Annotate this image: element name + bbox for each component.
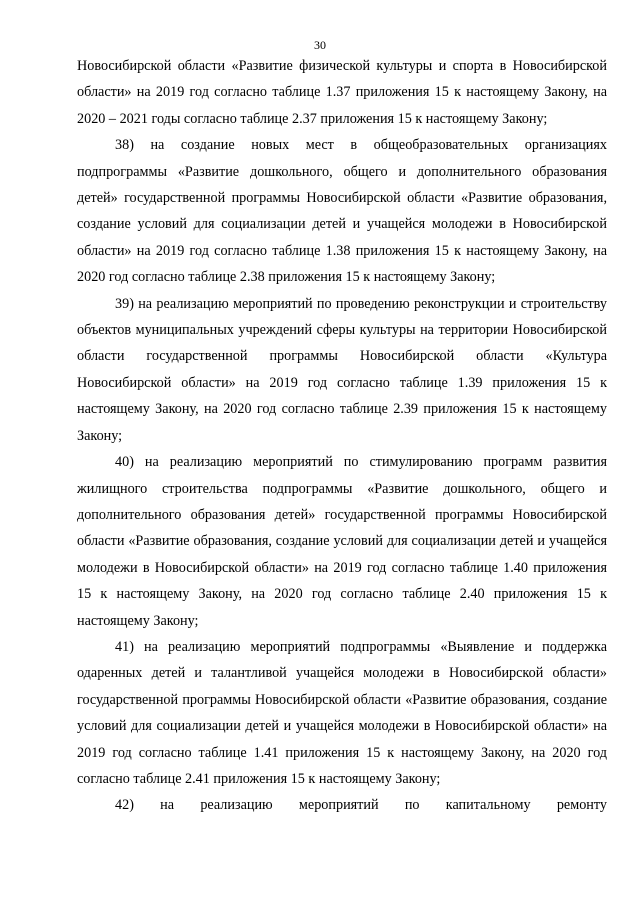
paragraph-continuation: Новосибирской области «Развитие физической культуры и спорта в Новосибирской области» на 2019 год согласно таблице 1.37 приложения 15 к настоящему Закону, на 2020 – 2021 годы согласно таблице 2.37 приложения 15 к настоящему Закону;: [77, 58, 607, 127]
paragraph-item-38: 38) на создание новых мест в общеобразовательных организациях подпрограммы «Развитие дошкольного, общего и дополнительного образования детей» государственной программы Новосибирской области «Развитие образования, создание условий для социализации детей и учащейся молодежи в Новосибирской области» на 2019 год согласно таблице 1.38 приложения 15 к настоящему Закону, на 2020 год согласно таблице 2.38 приложения 15 к настоящему Закону;: [77, 137, 607, 286]
paragraph-item-42: 42) на реализацию мероприятий по капитальному ремонту: [115, 797, 607, 814]
document-body: [77, 53, 607, 819]
paragraph-item-39: 39) на реализацию мероприятий по проведению реконструкции и строительству объектов муниципальных учреждений сферы культуры на территории Новосибирской области государственной программы Новосибирской области «Культура Новосибирской области» на 2019 год согласно таблице 1.39 приложения 15 к настоящему Закону, на 2020 год согласно таблице 2.39 приложения 15 к настоящему Закону;: [77, 295, 607, 444]
paragraph-item-41: 41) на реализацию мероприятий подпрограммы «Выявление и поддержка одаренных детей и талантливой учащейся молодежи в Новосибирской области» государственной программы Новосибирской области «Развитие образования, создание условий для социализации детей и учащейся молодежи в Новосибирской области» на 2019 год согласно таблице 1.41 приложения 15 к настоящему Закону, на 2020 год согласно таблице 2.41 приложения 15 к настоящему Закону;: [77, 638, 607, 787]
paragraph-item-40: 40) на реализацию мероприятий по стимулированию программ развития жилищного строительства подпрограммы «Развитие дошкольного, общего и дополнительного образования детей» государственной программы Новосибирской области «Развитие образования, создание условий для социализации детей и учащейся молодежи в Новосибирской области» на 2019 год согласно таблице 1.40 приложения 15 к настоящему Закону, на 2020 год согласно таблице 2.40 приложения 15 к настоящему Закону;: [77, 454, 607, 629]
page-number: 30: [314, 38, 326, 52]
